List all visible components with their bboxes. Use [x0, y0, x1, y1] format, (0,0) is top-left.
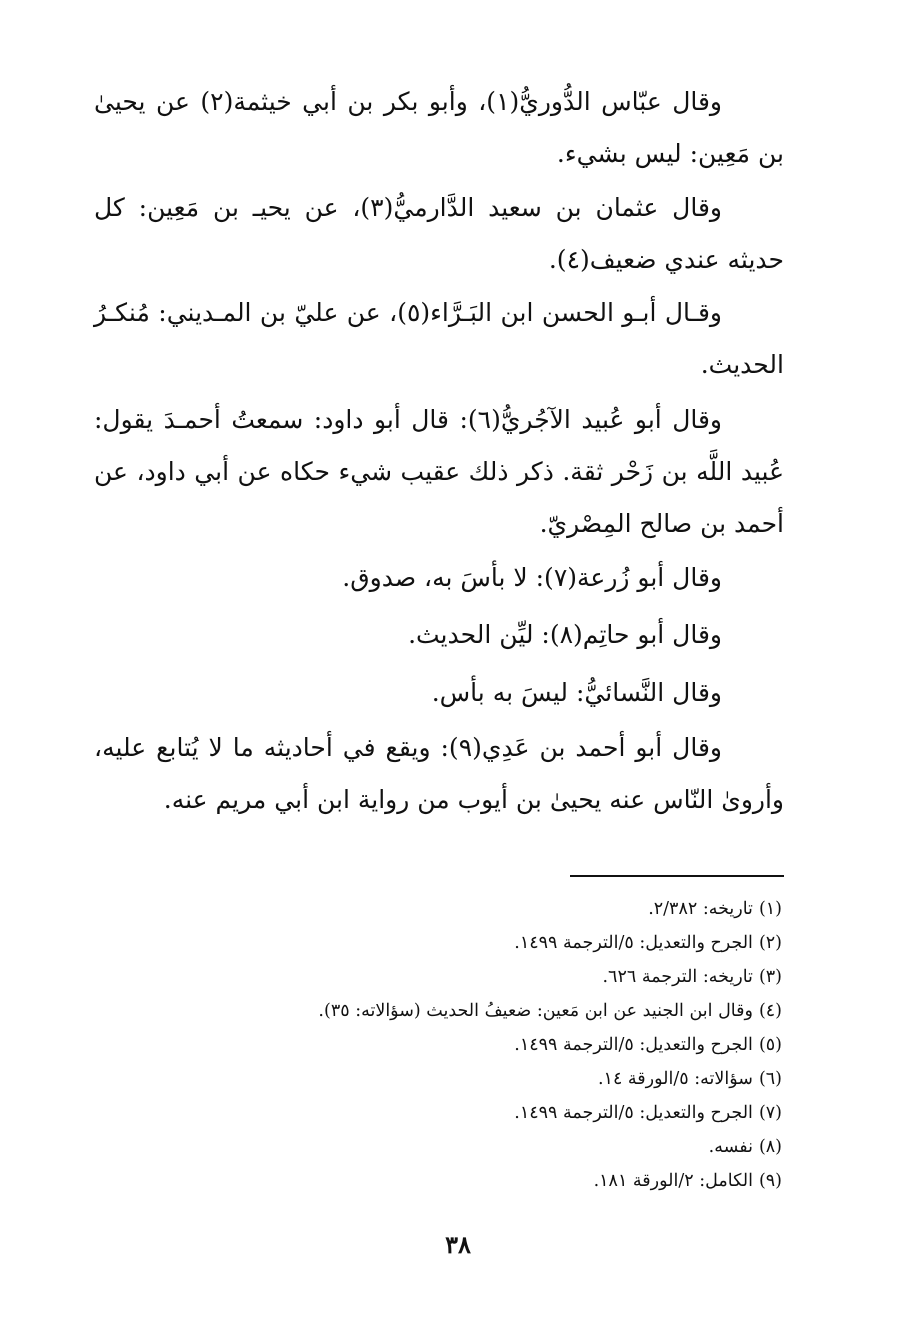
footnote-text: نفسه. — [708, 1137, 753, 1157]
footnote-number: (١) — [758, 899, 782, 919]
footnotes-section — [92, 892, 782, 1198]
paragraph-5: وقال أبو زُرعة(٧): لا بأسَ به، صدوق. — [342, 563, 722, 592]
paragraph-2: وقال عثمان بن سعيد الدَّارميُّ(٣)، عن يحيـ بن مَعِين: كل حديثه عندي ضعيف(٤). — [94, 193, 784, 274]
footnote-number: (٥) — [758, 1035, 782, 1055]
page-number: ٣٨ — [445, 1230, 471, 1259]
footnote-text: الجرح والتعديل: ٥/الترجمة ١٤٩٩. — [514, 933, 753, 953]
footnote-4 — [92, 994, 782, 1028]
footnote-7 — [92, 1096, 782, 1130]
footnote-number: (٤) — [758, 1001, 782, 1021]
footnote-2 — [92, 926, 782, 960]
footnote-6 — [92, 1062, 782, 1096]
paragraph-7: وقال النَّسائيُّ: ليسَ به بأس. — [431, 678, 722, 707]
footnote-text: الجرح والتعديل: ٥/الترجمة ١٤٩٩. — [514, 1035, 753, 1055]
footnote-text: سؤالاته: ٥/الورقة ١٤. — [597, 1069, 753, 1089]
footnote-1 — [92, 892, 782, 926]
footnote-5 — [92, 1028, 782, 1062]
paragraph-3: وقـال أبـو الحسن ابن البَـرَّاء(٥)، عن عليّ بن المـديني: مُنكـرُ الحديث. — [94, 298, 784, 379]
footnote-number: (٧) — [758, 1103, 782, 1123]
paragraph-4: وقال أبو عُبيد الآجُريُّ(٦): قال أبو داود: سمعتُ أحمـدَ يقول: عُبيد اللَّه بن زَحْر ثقة. ذكر ذلك عقيب شيء حكاه عن أبي داود، عن أحمد بن صالح المِصْريّ. — [94, 405, 784, 538]
paragraph-1: وقال عبّاس الدُّوريُّ(١)، وأبو بكر بن أبي خيثمة(٢) عن يحيىٰ بن مَعِين: ليس بشيء. — [94, 87, 784, 168]
footnote-9 — [92, 1164, 782, 1198]
footnote-8 — [92, 1130, 782, 1164]
paragraph-6: وقال أبو حاتِم(٨): ليِّن الحديث. — [408, 620, 722, 649]
footnote-number: (٦) — [758, 1069, 782, 1089]
footnote-number: (٢) — [758, 933, 782, 953]
footnote-text: وقال ابن الجنيد عن ابن مَعين: ضعيفُ الحديث (سؤالاته: ٣٥). — [318, 1001, 753, 1021]
footnote-3 — [92, 960, 782, 994]
footnote-divider — [570, 875, 784, 877]
paragraph-8: وقال أبو أحمد بن عَدِي(٩): ويقع في أحاديثه ما لا يُتابع عليه، وأروىٰ النّاس عنه يحيىٰ بن أيوب من رواية ابن أبي مريم عنه. — [94, 733, 784, 814]
footnote-text: الكامل: ٢/الورقة ١٨١. — [593, 1171, 753, 1191]
footnote-text: الجرح والتعديل: ٥/الترجمة ١٤٩٩. — [514, 1103, 753, 1123]
footnote-number: (٣) — [758, 967, 782, 987]
footnote-number: (٨) — [758, 1137, 782, 1157]
footnote-number: (٩) — [758, 1171, 782, 1191]
footnote-text: تاريخه: ٢/٣٨٢. — [648, 899, 753, 919]
footnote-text: تاريخه: الترجمة ٦٢٦. — [602, 967, 753, 987]
